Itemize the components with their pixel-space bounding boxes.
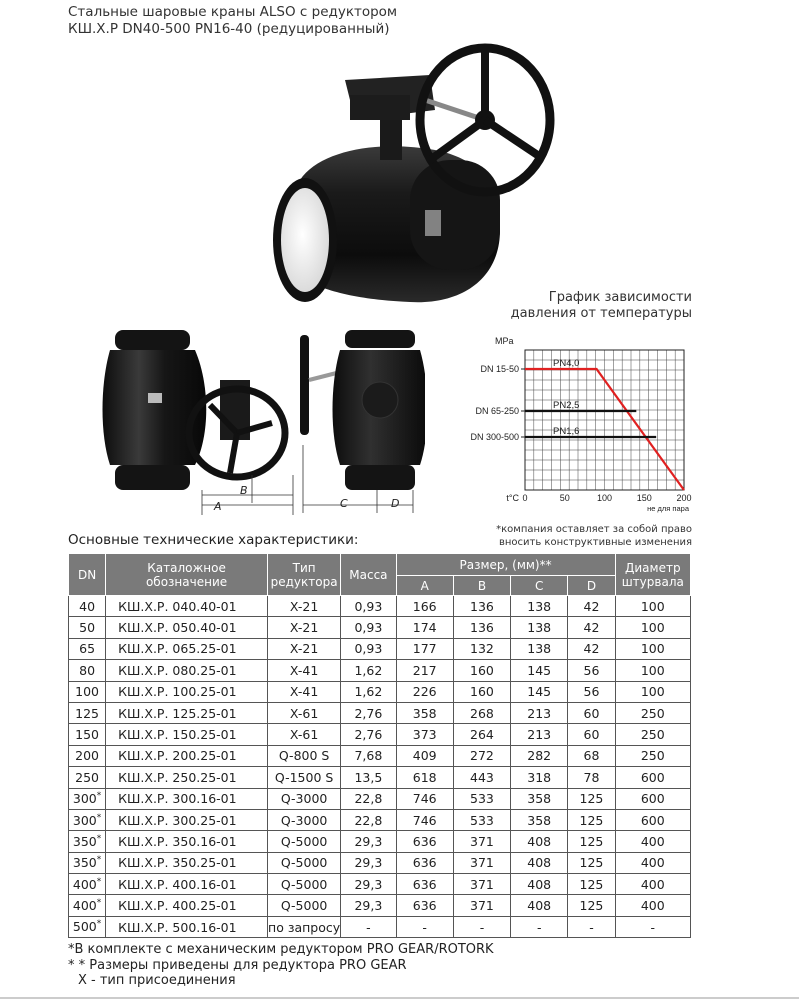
dim-label-b: B (240, 484, 248, 497)
cell-b: 160 (453, 681, 510, 702)
col-size-group: Размер, (мм)** (396, 554, 615, 576)
cell-d: 125 (568, 852, 615, 873)
pressure-temperature-chart (450, 330, 700, 515)
cell-a: 409 (396, 745, 453, 766)
cell-c: 408 (511, 895, 568, 916)
cell-dn: 350* (69, 831, 106, 852)
cell-a: 636 (396, 874, 453, 895)
cell-d: 68 (568, 745, 615, 766)
cell-catalog: КШ.Х.Р. 300.16-01 (106, 788, 268, 809)
cell-d: 125 (568, 874, 615, 895)
footnote-2: * * Размеры приведены для редуктора PRO GEAR (68, 957, 407, 973)
disclaimer-line-1: *компания оставляет за собой право (496, 524, 692, 535)
col-dn: DN (69, 554, 106, 596)
cell-d: 42 (568, 617, 615, 638)
cell-b: 371 (453, 831, 510, 852)
cell-wheel: 400 (615, 895, 690, 916)
cell-dn: 100 (69, 681, 106, 702)
cell-reducer: X-21 (267, 638, 340, 659)
cell-a: 217 (396, 660, 453, 681)
footnote-marker: * (96, 876, 102, 887)
cell-b: 136 (453, 617, 510, 638)
bottom-divider (0, 997, 799, 999)
footnote-marker: * (96, 812, 102, 823)
table-row (69, 681, 691, 702)
cell-dn: 400* (69, 895, 106, 916)
table-row (69, 852, 691, 873)
footnote-marker: * (96, 855, 102, 866)
cell-d: 42 (568, 596, 615, 617)
cell-d: 56 (568, 660, 615, 681)
x-tick-label: 100 (596, 493, 613, 503)
cell-wheel: 400 (615, 874, 690, 895)
cell-catalog: КШ.Х.Р. 350.25-01 (106, 852, 268, 873)
cell-catalog: КШ.Х.Р. 400.25-01 (106, 895, 268, 916)
cell-d: 125 (568, 831, 615, 852)
series-label: PN4,0 (553, 358, 580, 369)
cell-b: 272 (453, 745, 510, 766)
footnote-marker: * (96, 898, 102, 909)
table-row (69, 767, 691, 788)
cell-catalog: КШ.Х.Р. 050.40-01 (106, 617, 268, 638)
cell-c: 213 (511, 724, 568, 745)
cell-d: 60 (568, 724, 615, 745)
cell-wheel: 100 (615, 660, 690, 681)
valve-drawing-front (100, 325, 295, 515)
cell-d: - (568, 916, 615, 937)
col-d: D (568, 576, 615, 596)
table-row (69, 638, 691, 659)
col-reducer: Тип редуктора (267, 554, 340, 596)
document-title (68, 4, 397, 38)
cell-a: 166 (396, 596, 453, 617)
table-row (69, 788, 691, 809)
cell-d: 125 (568, 809, 615, 830)
cell-b: 268 (453, 702, 510, 723)
cell-wheel: 100 (615, 617, 690, 638)
cell-b: 443 (453, 767, 510, 788)
cell-dn: 200 (69, 745, 106, 766)
cell-catalog: КШ.Х.Р. 125.25-01 (106, 702, 268, 723)
cell-mass: 22,8 (341, 809, 396, 830)
cell-dn: 350* (69, 852, 106, 873)
cell-d: 56 (568, 681, 615, 702)
series-row-label: DN 300-500 (470, 432, 519, 442)
table-row (69, 831, 691, 852)
cell-wheel: 600 (615, 788, 690, 809)
table-row (69, 895, 691, 916)
cell-catalog: КШ.Х.Р. 100.25-01 (106, 681, 268, 702)
cell-dn: 250 (69, 767, 106, 788)
cell-a: 226 (396, 681, 453, 702)
dim-label-d: D (391, 497, 400, 510)
cell-dn: 125 (69, 702, 106, 723)
cell-dn: 300* (69, 788, 106, 809)
cell-reducer: Q-1500 S (267, 767, 340, 788)
cell-b: 533 (453, 809, 510, 830)
cell-b: 160 (453, 660, 510, 681)
dim-label-a: A (214, 500, 222, 513)
cell-c: 408 (511, 831, 568, 852)
x-tick-label: 0 (522, 493, 528, 503)
cell-a: 358 (396, 702, 453, 723)
table-row (69, 916, 691, 937)
cell-wheel: - (615, 916, 690, 937)
cell-mass: 29,3 (341, 852, 396, 873)
cell-catalog: КШ.Х.Р. 350.16-01 (106, 831, 268, 852)
cell-dn: 40 (69, 596, 106, 617)
cell-a: 746 (396, 788, 453, 809)
specs-table (68, 553, 691, 938)
cell-c: 213 (511, 702, 568, 723)
cell-a: 174 (396, 617, 453, 638)
x-tick-label: 200 (676, 493, 692, 503)
cell-dn: 80 (69, 660, 106, 681)
x-axis-label: t°C (506, 493, 519, 503)
table-row (69, 702, 691, 723)
cell-b: 132 (453, 638, 510, 659)
cell-c: 138 (511, 617, 568, 638)
series-label: PN2,5 (553, 400, 580, 411)
cell-dn: 500* (69, 916, 106, 937)
cell-reducer: Q-5000 (267, 831, 340, 852)
cell-a: 177 (396, 638, 453, 659)
footnote-marker: * (96, 919, 102, 930)
cell-b: 371 (453, 895, 510, 916)
col-catalog: Каталожное обозначение (106, 554, 268, 596)
cell-c: 145 (511, 681, 568, 702)
cell-catalog: КШ.Х.Р. 400.16-01 (106, 874, 268, 895)
footnotes (68, 942, 494, 989)
cell-dn: 50 (69, 617, 106, 638)
table-row (69, 660, 691, 681)
cell-c: 408 (511, 874, 568, 895)
title-line-1: Стальные шаровые краны ALSO с редуктором (68, 4, 398, 20)
col-a: A (396, 576, 453, 596)
cell-c: 358 (511, 809, 568, 830)
x-tick-label: 150 (636, 493, 652, 503)
cell-a: - (396, 916, 453, 937)
cell-mass: 2,76 (341, 702, 396, 723)
footnote-marker: * (96, 833, 102, 844)
cell-mass: 1,62 (341, 681, 396, 702)
cell-wheel: 100 (615, 596, 690, 617)
cell-reducer: Q-5000 (267, 874, 340, 895)
chart-title-line-1: График зависимости (548, 290, 692, 305)
table-row (69, 809, 691, 830)
cell-reducer: Q-3000 (267, 809, 340, 830)
cell-wheel: 100 (615, 638, 690, 659)
cell-catalog: КШ.Х.Р. 080.25-01 (106, 660, 268, 681)
cell-a: 636 (396, 831, 453, 852)
disclaimer-note (496, 523, 692, 549)
y-axis-label: MPa (495, 336, 514, 346)
cell-reducer: Q-3000 (267, 788, 340, 809)
cell-d: 78 (568, 767, 615, 788)
cell-wheel: 600 (615, 809, 690, 830)
cell-reducer: X-21 (267, 596, 340, 617)
series-label: PN1,6 (553, 426, 580, 437)
cell-c: 138 (511, 638, 568, 659)
cell-c: 138 (511, 596, 568, 617)
col-c: C (511, 576, 568, 596)
cell-a: 636 (396, 852, 453, 873)
cell-mass: 0,93 (341, 596, 396, 617)
table-row (69, 745, 691, 766)
cell-b: 264 (453, 724, 510, 745)
cell-a: 746 (396, 809, 453, 830)
footnote-1: *В комплекте с механическим редуктором PRO GEAR/ROTORK (68, 942, 494, 957)
cell-d: 42 (568, 638, 615, 659)
table-row (69, 617, 691, 638)
cell-mass: 2,76 (341, 724, 396, 745)
table-row (69, 724, 691, 745)
cell-mass: 0,93 (341, 638, 396, 659)
cell-reducer: X-41 (267, 660, 340, 681)
col-mass: Масса (341, 554, 396, 596)
table-row (69, 874, 691, 895)
cell-catalog: КШ.Х.Р. 065.25-01 (106, 638, 268, 659)
cell-mass: 1,62 (341, 660, 396, 681)
cell-dn: 400* (69, 874, 106, 895)
cell-catalog: КШ.Х.Р. 300.25-01 (106, 809, 268, 830)
cell-catalog: КШ.Х.Р. 040.40-01 (106, 596, 268, 617)
cell-wheel: 100 (615, 681, 690, 702)
cell-reducer: X-41 (267, 681, 340, 702)
cell-mass: 29,3 (341, 831, 396, 852)
series-row-label: DN 65-250 (475, 406, 519, 416)
cell-wheel: 250 (615, 745, 690, 766)
cell-reducer: Q-5000 (267, 895, 340, 916)
cell-wheel: 400 (615, 831, 690, 852)
cell-reducer: X-61 (267, 702, 340, 723)
chart-title-line-2: давления от температуры (510, 306, 692, 321)
cell-catalog: КШ.Х.Р. 250.25-01 (106, 767, 268, 788)
cell-catalog: КШ.Х.Р. 500.16-01 (106, 916, 268, 937)
cell-reducer: X-21 (267, 617, 340, 638)
cell-b: 371 (453, 874, 510, 895)
chart-title (511, 290, 692, 322)
title-line-2: КШ.Х.Р DN40-500 PN16-40 (редуцированный) (68, 21, 390, 37)
col-wheel: Диаметр штурвала (615, 554, 690, 596)
cell-d: 125 (568, 788, 615, 809)
cell-reducer: X-61 (267, 724, 340, 745)
cell-wheel: 250 (615, 724, 690, 745)
cell-mass: 22,8 (341, 788, 396, 809)
cell-mass: 0,93 (341, 617, 396, 638)
cell-c: 358 (511, 788, 568, 809)
cell-dn: 65 (69, 638, 106, 659)
cell-b: 533 (453, 788, 510, 809)
x-axis-note: не для пара (647, 504, 689, 513)
valve-drawing-side (295, 325, 425, 515)
cell-reducer: Q-5000 (267, 852, 340, 873)
table-row (69, 596, 691, 617)
cell-b: 371 (453, 852, 510, 873)
col-b: B (453, 576, 510, 596)
footnote-marker: * (96, 791, 102, 802)
series-row-label: DN 15-50 (480, 364, 519, 374)
cell-c: 408 (511, 852, 568, 873)
cell-b: - (453, 916, 510, 937)
cell-c: 282 (511, 745, 568, 766)
cell-b: 136 (453, 596, 510, 617)
dim-label-c: C (340, 497, 348, 510)
cell-c: 145 (511, 660, 568, 681)
cell-a: 618 (396, 767, 453, 788)
cell-dn: 300* (69, 809, 106, 830)
table-title: Основные технические характеристики: (68, 532, 359, 548)
cell-dn: 150 (69, 724, 106, 745)
disclaimer-line-2: вносить конструктивные изменения (498, 537, 692, 548)
cell-a: 373 (396, 724, 453, 745)
cell-wheel: 600 (615, 767, 690, 788)
cell-mass: - (341, 916, 396, 937)
cell-reducer: Q-800 S (267, 745, 340, 766)
cell-reducer: по запросу (267, 916, 340, 937)
footnote-3: X - тип присоединения (78, 973, 236, 988)
cell-catalog: КШ.Х.Р. 200.25-01 (106, 745, 268, 766)
cell-mass: 29,3 (341, 874, 396, 895)
x-tick-label: 50 (559, 493, 570, 503)
cell-c: - (511, 916, 568, 937)
cell-a: 636 (396, 895, 453, 916)
cell-wheel: 250 (615, 702, 690, 723)
cell-mass: 7,68 (341, 745, 396, 766)
cell-mass: 29,3 (341, 895, 396, 916)
cell-wheel: 400 (615, 852, 690, 873)
cell-d: 125 (568, 895, 615, 916)
cell-catalog: КШ.Х.Р. 150.25-01 (106, 724, 268, 745)
cell-d: 60 (568, 702, 615, 723)
cell-c: 318 (511, 767, 568, 788)
cell-mass: 13,5 (341, 767, 396, 788)
valve-photo-main (260, 40, 560, 310)
